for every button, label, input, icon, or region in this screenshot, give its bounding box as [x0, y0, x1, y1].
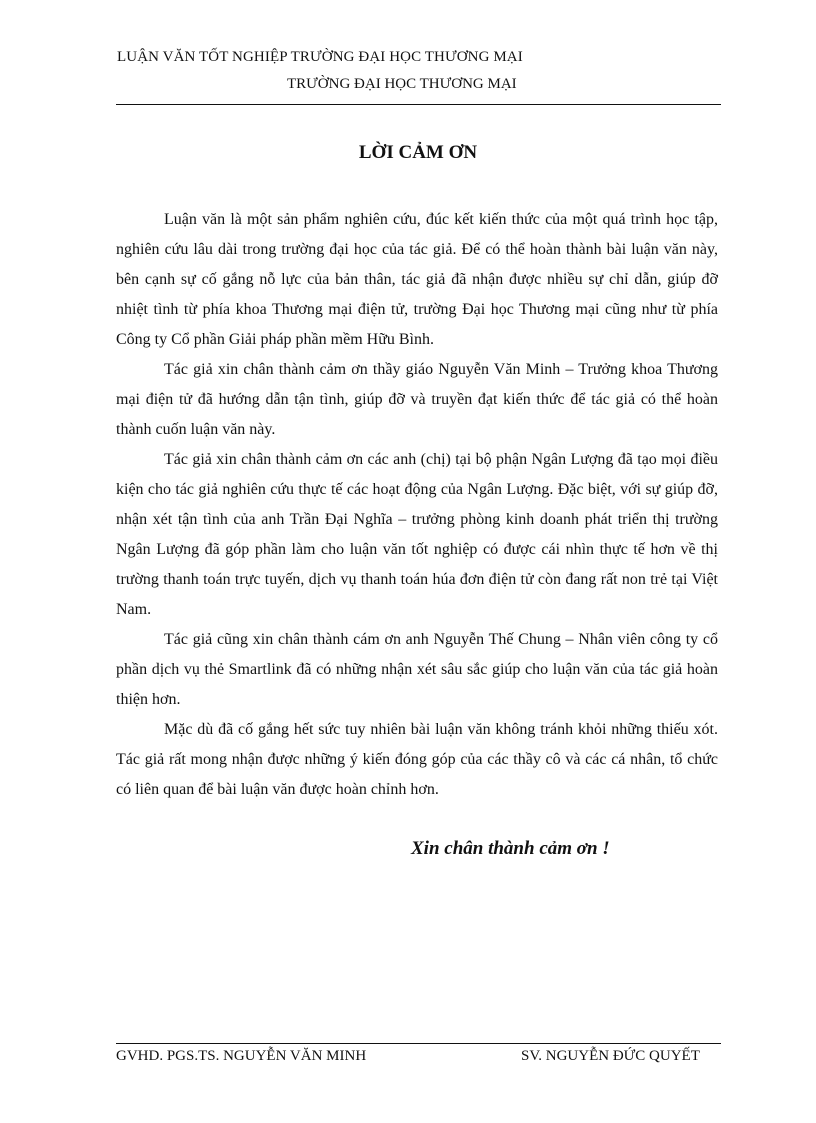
acknowledgement-body [116, 205, 718, 805]
closing-line: Xin chân thành cảm ơn ! [411, 838, 610, 859]
footer-rule [116, 1043, 721, 1044]
footer-supervisor: GVHD. PGS.TS. NGUYỄN VĂN MINH [116, 1048, 367, 1064]
running-header-subtitle: TRƯỜNG ĐẠI HỌC THƯƠNG MẠI [287, 76, 517, 92]
header-rule [116, 104, 721, 105]
paragraph: Tác giả cũng xin chân thành cám ơn anh Nguyễn Thế Chung – Nhân viên công ty cổ phần dịch vụ thẻ Smartlink đã có những nhận xét sâu sắc giúp cho luận văn của tác giả hoàn thiện hơn. [116, 631, 718, 708]
paragraph: Mặc dù đã cố gắng hết sức tuy nhiên bài luận văn không tránh khỏi những thiếu xót. Tác giả rất mong nhận được những ý kiến đóng góp của các thầy cô và các cá nhân, tổ chức có liên quan để bài luận văn được hoàn chỉnh hơn. [116, 721, 718, 798]
running-header-title: LUẬN VĂN TỐT NGHIỆP TRƯỜNG ĐẠI HỌC THƯƠNG MẠI [117, 49, 523, 65]
paragraph: Tác giả xin chân thành cảm ơn thầy giáo Nguyễn Văn Minh – Trưởng khoa Thương mại điện tử đã hướng dẫn tận tình, giúp đỡ và truyền đạt kiến thức để tác giả có thể hoàn thành cuốn luận văn này. [116, 361, 718, 438]
page-title: LỜI CẢM ƠN [358, 142, 478, 163]
paragraph: Luận văn là một sản phẩm nghiên cứu, đúc kết kiến thức của một quá trình học tập, nghiên cứu lâu dài trong trường đại học của tác giả. Để có thể hoàn thành bài luận văn này, bên cạnh sự cố gắng nỗ lực của bản thân, tác giả đã nhận được nhiều sự chỉ dẫn, giúp đỡ nhiệt tình từ phía khoa Thương mại điện tử, trường Đại học Thương mại cũng như từ phía Công ty Cổ phần Giải pháp phần mềm Hữu Bình. [116, 211, 718, 348]
paragraph: Tác giả xin chân thành cảm ơn các anh (chị) tại bộ phận Ngân Lượng đã tạo mọi điều kiện cho tác giả nghiên cứu thực tế các hoạt động của Ngân Lượng. Đặc biệt, với sự giúp đỡ, nhận xét tận tình của anh Trần Đại Nghĩa – trưởng phòng kinh doanh phát triển thị trường Ngân Lượng đã góp phần làm cho luận văn tốt nghiệp có được cái nhìn thực tế hơn về thị trường thanh toán trực tuyến, dịch vụ thanh toán húa đơn điện tử còn đang rất non trẻ tại Việt Nam. [116, 451, 718, 618]
footer-student: SV. NGUYỄN ĐỨC QUYẾT [521, 1048, 700, 1064]
